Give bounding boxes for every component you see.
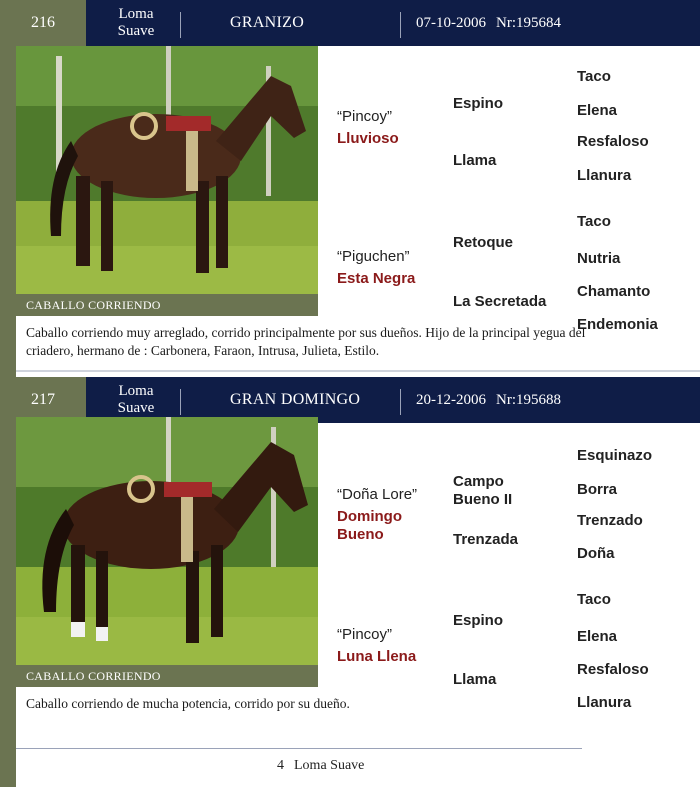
great-grandparent: Trenzado — [577, 512, 643, 529]
great-grandparent: Resfaloso — [577, 661, 649, 678]
photo-caption: CABALLO CORRIENDO — [16, 294, 318, 316]
great-grandparent: Taco — [577, 591, 611, 608]
great-grandparent: Borra — [577, 481, 618, 498]
sire-nickname: “Doña Lore” — [337, 486, 418, 503]
great-grandparent: Taco — [577, 68, 611, 85]
footer-title: Loma Suave — [294, 758, 365, 773]
registration-number: Nr:195688 — [496, 391, 561, 408]
breeder-name: Loma Suave — [117, 6, 155, 39]
granddam-paternal: Llama — [453, 152, 497, 169]
lot-number: 217 — [0, 377, 86, 423]
sire-name: Lluvioso — [337, 130, 399, 147]
great-grandparent: Esquinazo — [577, 447, 653, 464]
great-grandparent: Resfaloso — [577, 133, 649, 150]
dam-name: Esta Negra — [337, 270, 416, 287]
great-grandparent: Elena — [577, 628, 618, 645]
lot-card-217 — [0, 377, 700, 739]
dam-nickname: “Piguchen” — [337, 248, 410, 265]
grandsire-paternal: Espino — [453, 95, 504, 112]
photo-caption: CABALLO CORRIENDO — [16, 665, 318, 687]
header-divider — [400, 12, 401, 38]
great-grandparent: Chamanto — [577, 283, 651, 300]
registration-number: Nr:195684 — [496, 14, 561, 31]
great-grandparent: Taco — [577, 213, 611, 230]
great-grandparent: Doña — [577, 545, 615, 562]
lot-card-216 — [0, 0, 700, 372]
grandsire-paternal: Campo Bueno II — [453, 473, 513, 508]
dam-name: Luna Llena — [337, 648, 417, 665]
birth-registration — [416, 0, 561, 46]
birth-date: 07-10-2006 — [416, 14, 486, 31]
granddam-maternal: Llama — [453, 671, 497, 688]
footer-divider — [16, 748, 582, 749]
horse-name: GRAN DOMINGO — [230, 391, 361, 408]
great-grandparent: Llanura — [577, 694, 632, 711]
great-grandparent: Llanura — [577, 167, 632, 184]
great-grandparent: Nutria — [577, 250, 621, 267]
birth-registration — [416, 377, 561, 423]
lot-divider — [16, 370, 700, 372]
lot-description: Caballo corriendo de mucha potencia, corrido por su dueño. — [26, 696, 350, 711]
page-number: 4 — [277, 758, 284, 773]
grandsire-maternal: Retoque — [453, 234, 513, 251]
lot-description: Caballo corriendo muy arreglado, corrido principalmente por sus dueños. Hijo de la principal yegua del criadero, hermano de : Carbonera, Faraon, Intrusa, Julieta, Estilo. — [26, 325, 586, 358]
header-divider — [180, 389, 181, 415]
breeder-name: Loma Suave — [117, 383, 155, 416]
horse-name: GRANIZO — [230, 14, 305, 31]
granddam-maternal: La Secretada — [453, 293, 547, 310]
granddam-paternal: Trenzada — [453, 531, 519, 548]
horse-photo — [16, 417, 318, 665]
grandsire-maternal: Espino — [453, 612, 504, 629]
horse-photo — [16, 46, 318, 294]
sire-name: Domingo Bueno — [337, 508, 402, 543]
sire-nickname: “Pincoy” — [337, 108, 393, 125]
lot-header — [0, 0, 700, 46]
dam-nickname: “Pincoy” — [337, 626, 393, 643]
great-grandparent: Endemonia — [577, 316, 658, 333]
birth-date: 20-12-2006 — [416, 391, 486, 408]
header-divider — [400, 389, 401, 415]
lot-number: 216 — [0, 0, 86, 46]
great-grandparent: Elena — [577, 102, 618, 119]
header-divider — [180, 12, 181, 38]
